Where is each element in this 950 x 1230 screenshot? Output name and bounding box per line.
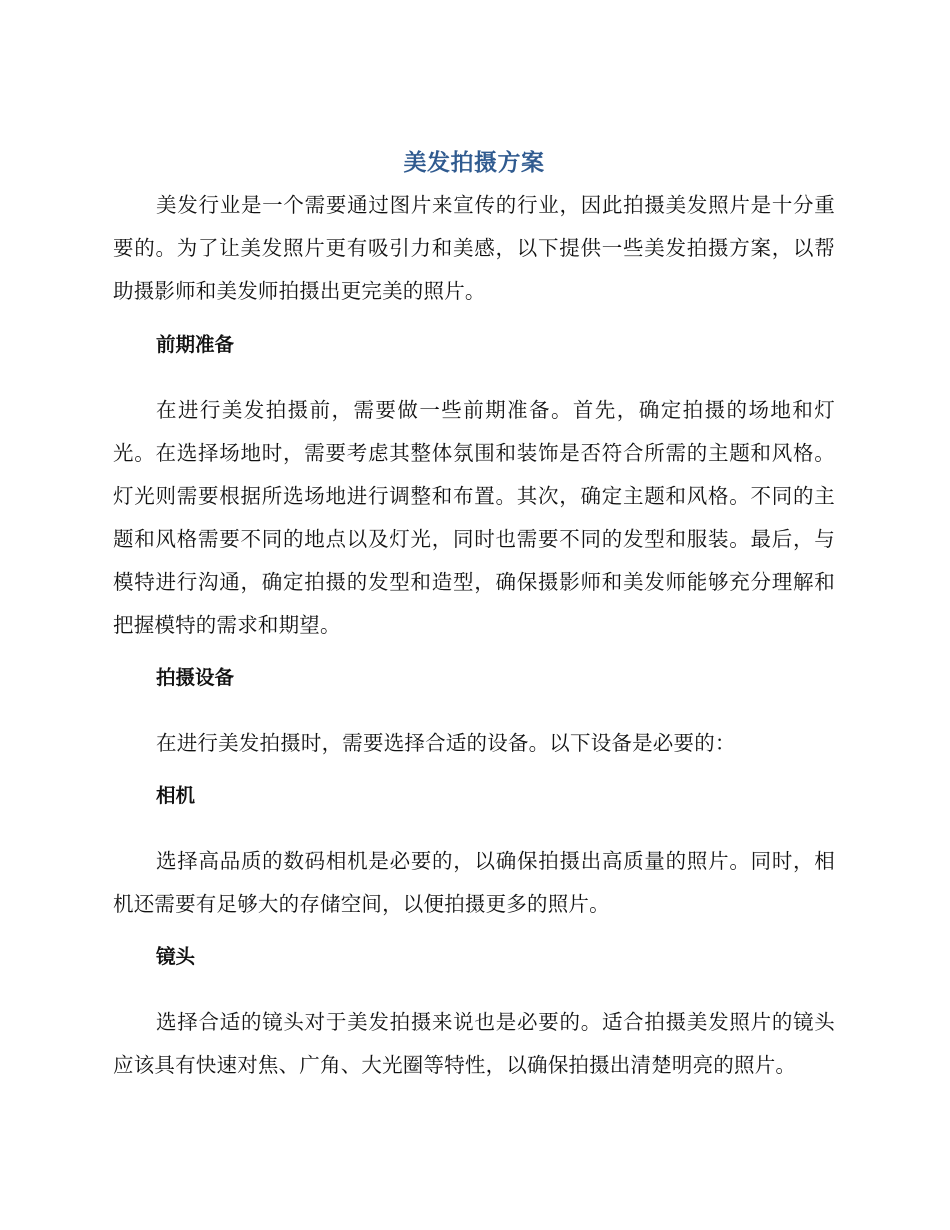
section-paragraph-lens: 选择合适的镜头对于美发拍摄来说也是必要的。适合拍摄美发照片的镜头应该具有快速对焦、广角、大光圈等特性，以确保拍摄出清楚明亮的照片。: [113, 1010, 835, 1077]
section-paragraph-equipment: 在进行美发拍摄时，需要选择合适的设备。以下设备是必要的：: [156, 731, 736, 755]
section-heading-preparation: 前期准备: [156, 333, 235, 356]
document-content: [113, 142, 835, 1087]
section-heading-camera: 相机: [156, 784, 196, 807]
document-title: 美发拍摄方案: [403, 150, 545, 176]
intro-paragraph: 美发行业是一个需要通过图片来宣传的行业，因此拍摄美发照片是十分重要的。为了让美发照片更有吸引力和美感，以下提供一些美发拍摄方案，以帮助摄影师和美发师拍摄出更完美的照片。: [113, 193, 835, 303]
section-heading-equipment: 拍摄设备: [156, 666, 235, 689]
section-paragraph-preparation: 在进行美发拍摄前，需要做一些前期准备。首先，确定拍摄的场地和灯光。在选择场地时，需要考虑其整体氛围和装饰是否符合所需的主题和风格。灯光则需要根据所选场地进行调整和布置。其次，确定主题和风格。不同的主题和风格需要不同的地点以及灯光，同时也需要不同的发型和服装。最后，与模特进行沟通，确定拍摄的发型和造型，确保摄影师和美发师能够充分理解和把握模特的需求和期望。: [113, 398, 835, 637]
section-heading-lens: 镜头: [156, 945, 196, 968]
section-paragraph-camera: 选择高品质的数码相机是必要的，以确保拍摄出高质量的照片。同时，相机还需要有足够大的存储空间，以便拍摄更多的照片。: [113, 849, 835, 916]
